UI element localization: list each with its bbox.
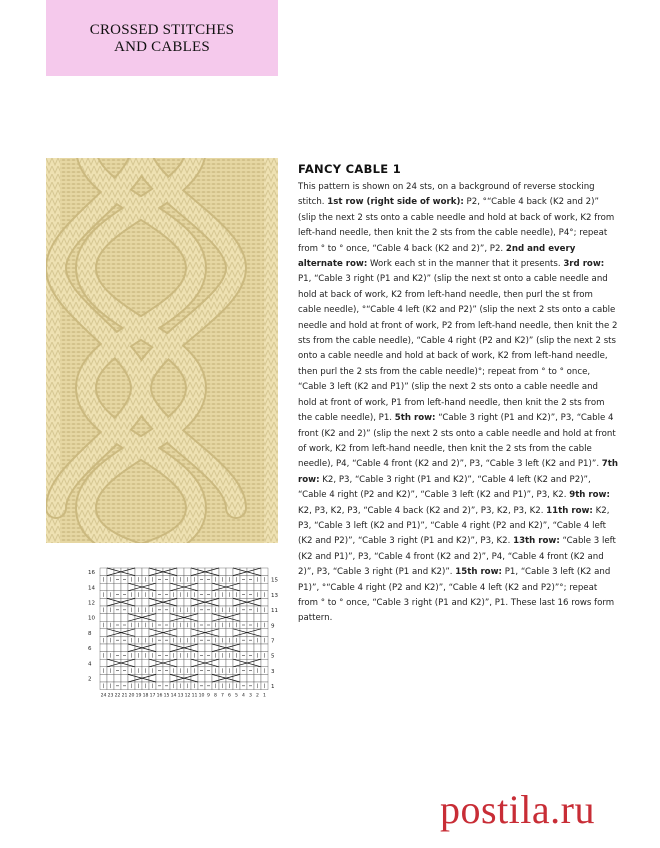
chart-cell xyxy=(163,674,170,682)
chart-cell xyxy=(261,674,268,682)
column-number: 7 xyxy=(221,693,224,699)
chart-cell xyxy=(254,644,261,652)
chart-cell xyxy=(226,598,233,606)
section-title-line-1: CROSSED STITCHES xyxy=(89,22,235,38)
chart-cell xyxy=(142,598,149,606)
chart-cell xyxy=(184,598,191,606)
chart-cell xyxy=(177,598,184,606)
chart-cell xyxy=(100,644,107,652)
chart-cell xyxy=(198,674,205,682)
chart-cell xyxy=(226,659,233,667)
chart-cell xyxy=(163,583,170,591)
chart-cell xyxy=(261,629,268,637)
column-number: 16 xyxy=(156,693,163,699)
chart-cell xyxy=(156,674,163,682)
instruction-text: K2, P3, “Cable 3 right (P1 and K2)”, “Cable 4 left (K2 and P2)”, “Cable 4 right (P2 and K2)”, “Cable 3 left (K2 and P1)”, P3, K2. xyxy=(298,474,591,501)
row-number-left: 16 xyxy=(88,570,95,577)
row-label: 15th row: xyxy=(455,567,502,578)
chart-cell xyxy=(261,659,268,667)
chart-cell xyxy=(198,614,205,622)
chart-cell xyxy=(177,568,184,576)
row-number-right: 7 xyxy=(271,638,275,645)
chart-cell xyxy=(198,583,205,591)
chart-cell xyxy=(107,644,114,652)
chart-cell xyxy=(247,674,254,682)
chart-cell xyxy=(107,583,114,591)
stitch-chart xyxy=(86,564,286,704)
column-number: 8 xyxy=(214,693,217,699)
row-number-left: 10 xyxy=(88,615,95,622)
chart-cell xyxy=(205,583,212,591)
chart-cell xyxy=(100,659,107,667)
row-label: 13th row: xyxy=(513,536,560,547)
row-number-right: 11 xyxy=(271,608,278,615)
chart-cell xyxy=(219,568,226,576)
row-number-right: 1 xyxy=(271,684,275,691)
chart-cell xyxy=(254,614,261,622)
chart-cell xyxy=(247,644,254,652)
chart-cell xyxy=(247,583,254,591)
chart-cell xyxy=(135,659,142,667)
watermark-logo: postila.ru xyxy=(440,787,595,832)
pattern-instructions xyxy=(298,162,618,627)
chart-cell xyxy=(114,674,121,682)
chart-cell xyxy=(205,614,212,622)
chart-cell xyxy=(100,674,107,682)
chart-cell xyxy=(135,598,142,606)
chart-cell xyxy=(100,598,107,606)
column-number: 18 xyxy=(142,693,149,699)
column-number: 23 xyxy=(107,693,114,699)
chart-cell xyxy=(121,614,128,622)
chart-cell xyxy=(114,614,121,622)
chart-cell xyxy=(240,674,247,682)
column-number: 3 xyxy=(249,693,252,699)
pattern-title: FANCY CABLE 1 xyxy=(298,162,402,176)
instruction-text: P2, °“Cable 4 back (K2 and 2)” (slip the next 2 sts onto a cable needle and hold at back of work, K2 from left-hand needle, then knit the 2 sts from the cable needle), P4°; repeat from ° to ° once, “Cable 4 back (K2 and 2)”, P2. xyxy=(298,197,615,254)
row-label: 3rd row: xyxy=(563,259,605,270)
column-number: 5 xyxy=(235,693,238,699)
instruction-text: “Cable 3 right (P1 and K2)”, P3, “Cable 4 front (K2 and 2)” (slip the next 2 sts onto a cable needle and hold at front of work, K2 from left-hand needle, then knit the 2 sts from the cable needle), P4, “Cable 4 front (K2 and 2)”, P3, “Cable 3 left (K2 and P1)”. xyxy=(298,413,616,470)
row-number-right: 15 xyxy=(271,577,278,584)
chart-cell xyxy=(226,629,233,637)
knitted-cable-illustration xyxy=(46,158,278,543)
chart-cell xyxy=(254,583,261,591)
chart-cell xyxy=(219,659,226,667)
chart-cell xyxy=(261,598,268,606)
section-header-box xyxy=(46,0,278,76)
instruction-text: This pattern is shown on 24 sts, on a background of reverse stocking stitch. xyxy=(298,182,595,208)
row-label: 7th row: xyxy=(298,459,619,485)
instruction-text: P1, “Cable 3 right (P1 and K2)” (slip the next st onto a cable needle and hold at back of work, K2 from left-hand needle, then purl the st from cable needle), °“Cable 4 left (K2 and P2)” (slip the next 2 sts onto a cable needle and hold at front of work, P2 from left-hand needle, then knit the 2 sts from the cable needle), “Cable 4 right (P2 and K2)” (slip the next 2 sts onto a cable needle and hold at back of work, K2 from left-hand needle, then purl the 2 sts from the cable needle)°; repeat from ° to ° once, “Cable 3 left (K2 and P1)” (slip the next 2 sts onto a cable needle and hold at front of work, P1 from left-hand needle, then knit the 2 sts from the cable needle), P1. xyxy=(298,274,618,424)
stitch-chart-grid xyxy=(86,564,286,704)
chart-cell xyxy=(184,568,191,576)
chart-cell xyxy=(142,659,149,667)
pattern-text xyxy=(298,180,618,627)
row-label: 2nd and every alternate row: xyxy=(298,243,576,270)
row-number-left: 2 xyxy=(88,676,92,683)
section-title xyxy=(46,22,278,56)
column-number: 17 xyxy=(149,693,156,699)
chart-cell xyxy=(163,644,170,652)
chart-cell xyxy=(198,644,205,652)
chart-cell xyxy=(240,583,247,591)
column-number: 13 xyxy=(177,693,184,699)
chart-cell xyxy=(156,583,163,591)
column-number: 2 xyxy=(256,693,259,699)
row-label: 5th row: xyxy=(394,413,436,424)
row-label: 9th row: xyxy=(569,490,610,501)
column-number: 22 xyxy=(114,693,121,699)
chart-cell xyxy=(184,629,191,637)
instruction-text: Work each st in the manner that it presents. xyxy=(367,259,564,270)
row-number-left: 4 xyxy=(88,661,92,668)
column-number: 20 xyxy=(128,693,135,699)
chart-cell xyxy=(205,674,212,682)
row-number-right: 13 xyxy=(271,592,278,599)
chart-cell xyxy=(121,674,128,682)
chart-cell xyxy=(261,614,268,622)
chart-cell xyxy=(107,614,114,622)
chart-cell xyxy=(100,629,107,637)
chart-cell xyxy=(100,614,107,622)
chart-cell xyxy=(156,644,163,652)
column-number: 15 xyxy=(163,693,170,699)
chart-cell xyxy=(219,629,226,637)
column-number: 21 xyxy=(121,693,128,699)
chart-cell xyxy=(240,644,247,652)
chart-cell xyxy=(177,659,184,667)
column-number: 24 xyxy=(100,693,107,699)
chart-cell xyxy=(261,644,268,652)
row-label: 1st row (right side of work): xyxy=(327,197,464,208)
row-number-left: 12 xyxy=(88,600,95,607)
chart-cell xyxy=(261,568,268,576)
chart-cell xyxy=(163,614,170,622)
column-number: 12 xyxy=(184,693,191,699)
instruction-text: K2, P3, “Cable 3 left (K2 and P1)”, “Cable 4 right (P2 and K2)”, “Cable 4 left (K2 and P2)”, “Cable 3 right (P1 and K2)”, P3, K2. xyxy=(298,505,610,547)
column-number: 9 xyxy=(207,693,210,699)
instruction-text: K2, P3, K2, P3, “Cable 4 back (K2 and 2)”, P3, K2, P3, K2. xyxy=(298,505,547,516)
chart-cell xyxy=(254,674,261,682)
column-number: 1 xyxy=(263,693,266,699)
column-number: 10 xyxy=(198,693,205,699)
chart-cell xyxy=(100,583,107,591)
column-number: 19 xyxy=(135,693,142,699)
chart-cell xyxy=(142,629,149,637)
chart-cell xyxy=(100,568,107,576)
chart-cell xyxy=(121,583,128,591)
row-number-left: 6 xyxy=(88,646,92,653)
row-number-right: 9 xyxy=(271,623,275,630)
row-label: 11th row: xyxy=(546,505,593,516)
row-number-left: 8 xyxy=(88,630,92,637)
row-number-left: 14 xyxy=(88,585,95,592)
chart-cell xyxy=(114,644,121,652)
chart-cell xyxy=(247,614,254,622)
column-number: 11 xyxy=(191,693,198,699)
section-title-line-2: AND CABLES xyxy=(114,39,210,55)
chart-cell xyxy=(184,659,191,667)
chart-cell xyxy=(121,644,128,652)
column-number: 4 xyxy=(242,693,245,699)
chart-cell xyxy=(114,583,121,591)
column-number: 14 xyxy=(170,693,177,699)
row-number-right: 3 xyxy=(271,668,275,675)
chart-cell xyxy=(177,629,184,637)
chart-cell xyxy=(142,568,149,576)
chart-cell xyxy=(135,629,142,637)
chart-cell xyxy=(261,583,268,591)
chart-cell xyxy=(205,644,212,652)
chart-cell xyxy=(219,598,226,606)
chart-cell xyxy=(135,568,142,576)
row-number-right: 5 xyxy=(271,653,275,660)
chart-cell xyxy=(226,568,233,576)
instruction-text: P1, “Cable 3 left (K2 and P1)”, °“Cable 4 right (P2 and K2)”, “Cable 4 left (K2 and P2)”°; repeat from ° to ° once, “Cable 3 right (P1 and K2)”, P1. These last 16 rows form pattern. xyxy=(298,567,615,624)
chart-cell xyxy=(240,614,247,622)
chart-cell xyxy=(107,674,114,682)
chart-cell xyxy=(156,614,163,622)
knitted-cable-photo xyxy=(46,158,278,543)
column-number: 6 xyxy=(228,693,231,699)
instruction-text: “Cable 3 left (K2 and P1)”, P3, “Cable 4 front (K2 and 2)”, P4, “Cable 4 front (K2 and 2)”, P3, “Cable 3 right (P1 and K2)”. xyxy=(298,536,616,578)
